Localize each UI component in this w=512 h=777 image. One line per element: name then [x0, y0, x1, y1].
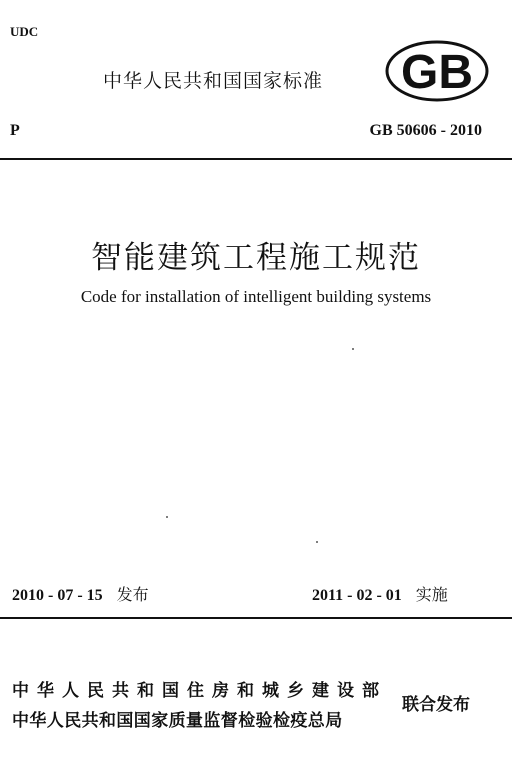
implement-label: 实施 — [415, 585, 448, 604]
standard-type: 中华人民共和国国家标准 — [103, 70, 324, 92]
speck — [316, 541, 318, 543]
publisher-line-1: 中华人民共和国住房和城乡建设部 — [12, 681, 387, 701]
gb-logo-text: GB — [401, 46, 473, 99]
gb-logo — [385, 40, 490, 102]
issue-date-line — [12, 582, 149, 605]
speck — [166, 516, 168, 518]
title-chinese: 智能建筑工程施工规范 — [91, 240, 421, 276]
issue-label: 发布 — [116, 585, 149, 604]
udc-label: UDC — [10, 24, 39, 39]
category-code: P — [10, 122, 20, 139]
standard-number: GB 50606 - 2010 — [369, 122, 482, 139]
implement-date: 2011 - 02 - 01 — [312, 587, 402, 604]
bottom-divider — [0, 617, 512, 619]
joint-publish-label: 联合发布 — [402, 695, 470, 715]
title-english: Code for installation of intelligent building systems — [80, 287, 432, 306]
top-divider — [0, 158, 512, 160]
publisher-line-2: 中华人民共和国国家质量监督检验检疫总局 — [12, 711, 343, 731]
issue-date: 2010 - 07 - 15 — [12, 587, 103, 604]
implement-date-line — [312, 582, 448, 605]
speck — [352, 348, 354, 350]
